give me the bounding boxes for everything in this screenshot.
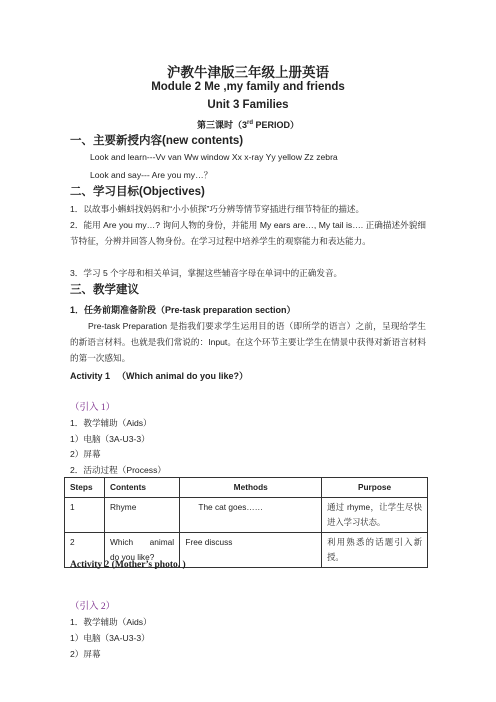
intro-2-aid-computer: 1）电脑（3A-U3-3） xyxy=(70,633,150,643)
period-title: 第三课时（3rd PERIOD） xyxy=(196,120,300,130)
table-cell-contents: Which animal do you like? xyxy=(105,533,180,568)
intro-1-label: （引入 1） xyxy=(70,403,116,413)
unit-title: Unit 3 Families xyxy=(207,99,289,111)
objective-2: 2．能用 Are you my…? 询问人物的身份，并能用 My ears are…, My tail is…. 正确描述外貌细节特征，分辨并回答人物身份。在学习过程中培养学生的观察能力和表达能力。 xyxy=(70,220,426,246)
table-header-row xyxy=(65,478,428,498)
table-cell-purpose: 利用熟悉的话题引入新授。 xyxy=(322,533,428,568)
new-contents-line-2: Look and say--- Are you my…？ xyxy=(90,170,213,180)
objective-3: 3．学习 5 个字母和相关单词，掌握这些辅音字母在单词中的正确发音。 xyxy=(70,268,343,278)
table-cell-contents: Rhyme xyxy=(105,498,180,533)
intro-1-aid-screen: 2）屏幕 xyxy=(70,449,101,459)
table-row xyxy=(65,498,428,533)
table-header-purpose: Purpose xyxy=(322,478,428,498)
section-suggestions-heading: 三、教学建议 xyxy=(70,284,139,296)
intro-1-process: 2．活动过程（Process） xyxy=(70,465,166,475)
activity-1-heading: Activity 1 （Which animal do you like?） xyxy=(70,371,249,381)
module-title: Module 2 Me ,my family and friends xyxy=(151,81,345,93)
activity-2-heading: Activity 2 (Mother’s photo. ) xyxy=(70,560,186,570)
table-header-contents: Contents xyxy=(105,478,180,498)
pre-task-subheading: 1．任务前期准备阶段（Pre-task preparation section） xyxy=(70,305,296,315)
table-cell-step: 2 xyxy=(65,533,105,568)
table-cell-step: 1 xyxy=(65,498,105,533)
section-objectives-heading: 二、学习目标(Objectives) xyxy=(70,186,205,198)
intro-2-aids: 1．教学辅助（Aids） xyxy=(70,617,152,627)
process-table xyxy=(64,477,428,568)
table-cell-methods: The cat goes…… xyxy=(180,498,322,533)
document-title: 沪教牛津版三年级上册英语 xyxy=(167,65,329,80)
section-new-contents-heading: 一、主要新授内容(new contents) xyxy=(70,135,244,147)
intro-1-aids: 1．教学辅助（Aids） xyxy=(70,418,152,428)
intro-2-label: （引入 2） xyxy=(70,602,116,612)
table-cell-methods: Free discuss xyxy=(180,533,322,568)
objective-1: 1．以故事小蝌蚪找妈妈和“小小侦探”巧分辨等情节穿插进行细节特征的描述。 xyxy=(70,204,365,214)
pre-task-paragraph: Pre-task Preparation 是指我们要求学生运用目的语（即所学的语言）之前，呈现给学生的新语言材料。也就是我们常说的：Input。在这个环节主要让学生在情景中获得对新语言材料的第一次感知。 xyxy=(70,321,426,363)
table-header-methods: Methods xyxy=(180,478,322,498)
table-cell-purpose: 通过 rhyme，让学生尽快进入学习状态。 xyxy=(322,498,428,533)
new-contents-line-1: Look and learn---Vv van Ww window Xx x-ray Yy yellow Zz zebra xyxy=(90,152,338,162)
table-header-steps: Steps xyxy=(65,478,105,498)
intro-2-aid-screen: 2）屏幕 xyxy=(70,649,101,659)
intro-1-aid-computer: 1）电脑（3A-U3-3） xyxy=(70,434,150,444)
